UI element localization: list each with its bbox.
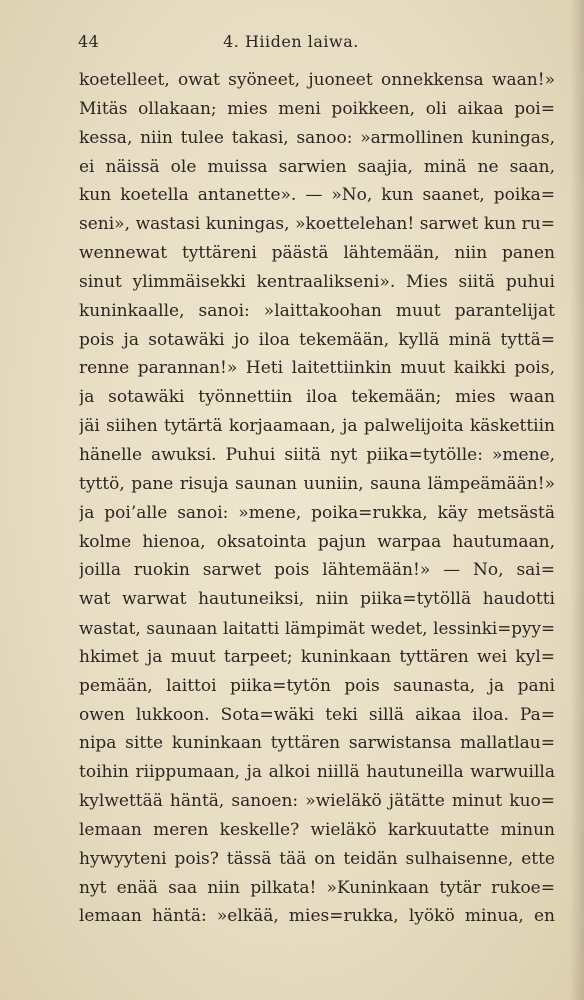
text-line: ja sotawäki työnnettiin iloa tekemään; mies waan (79, 387, 555, 408)
text-line: kessa, niin tulee takasi, sanoo: »armollinen kuningas, (79, 127, 555, 148)
page-number: 44 (78, 32, 100, 51)
page-edge-shadow (570, 0, 584, 1000)
text-line: joilla ruokin sarwet pois lähtemään!» — No, sai= (79, 560, 555, 581)
text-line: lemaan meren keskelle? wieläkö karkuutatte minun (79, 819, 555, 840)
text-line: ja poi’alle sanoi: »mene, poika=rukka, käy metsästä (79, 502, 555, 523)
text-line: kun koetella antanette». — »No, kun saanet, poika= (79, 185, 555, 206)
body-text (79, 66, 555, 931)
text-line: wastat, saunaan laitatti lämpimät wedet, lessinki=pyy= (79, 618, 555, 639)
text-line: pemään, laittoi piika=tytön pois saunasta, ja pani (79, 675, 555, 696)
text-line: seni», wastasi kuningas, »koettelehan! sarwet kun ru= (79, 214, 555, 235)
text-line: wat warwat hautuneiksi, niin piika=tytöllä haudotti (79, 589, 555, 610)
text-line: hkimet ja muut tarpeet; kuninkaan tyttären wei kyl= (79, 646, 555, 667)
text-line: nyt enää saa niin pilkata! »Kuninkaan tytär rukoe= (79, 877, 555, 898)
text-line: hänelle awuksi. Puhui siitä nyt piika=tytölle: »mene, (79, 444, 555, 465)
text-line: kuninkaalle, sanoi: »laittakoohan muut parantelijat (79, 300, 555, 321)
text-line: renne parannan!» Heti laitettiinkin muut kaikki pois, (79, 358, 555, 379)
text-line: pois ja sotawäki jo iloa tekemään, kyllä minä tyttä= (79, 329, 555, 350)
text-line: hywyyteni pois? tässä tää on teidän sulhaisenne, ette (79, 848, 555, 869)
text-line: nipa sitte kuninkaan tyttären sarwistansa mallatlau= (79, 733, 555, 754)
text-line: tyttö, pane risuja saunan uuniin, sauna lämpeämään!» (79, 473, 555, 494)
text-line: ei näissä ole muissa sarwien saajia, minä ne saan, (79, 156, 555, 177)
text-line: kylwettää häntä, sanoen: »wieläkö jätätte minut kuo= (79, 791, 555, 812)
text-line: sinut ylimmäisekki kentraalikseni». Mies siitä puhui (79, 271, 555, 292)
text-line: wennewat tyttäreni päästä lähtemään, niin panen (79, 243, 555, 264)
text-line: Mitäs ollakaan; mies meni poikkeen, oli aikaa poi= (79, 98, 555, 119)
text-line: koetelleet, owat syöneet, juoneet onnekkensa waan!» (79, 70, 555, 90)
text-line: lemaan häntä: »elkää, mies=rukka, lyökö minua, en (79, 906, 555, 927)
text-line: jäi siihen tytärtä korjaamaan, ja palwelijoita käskettiin (79, 416, 555, 437)
text-line: owen lukkoon. Sota=wäki teki sillä aikaa iloa. Pa= (79, 704, 555, 725)
text-line: kolme hienoa, oksatointa pajun warpaa hautumaan, (79, 531, 555, 552)
running-head: 4. Hiiden laiwa. (223, 32, 359, 51)
text-line: toihin riippumaan, ja alkoi niillä hautuneilla warwuilla (79, 762, 555, 783)
page-header (78, 32, 544, 56)
